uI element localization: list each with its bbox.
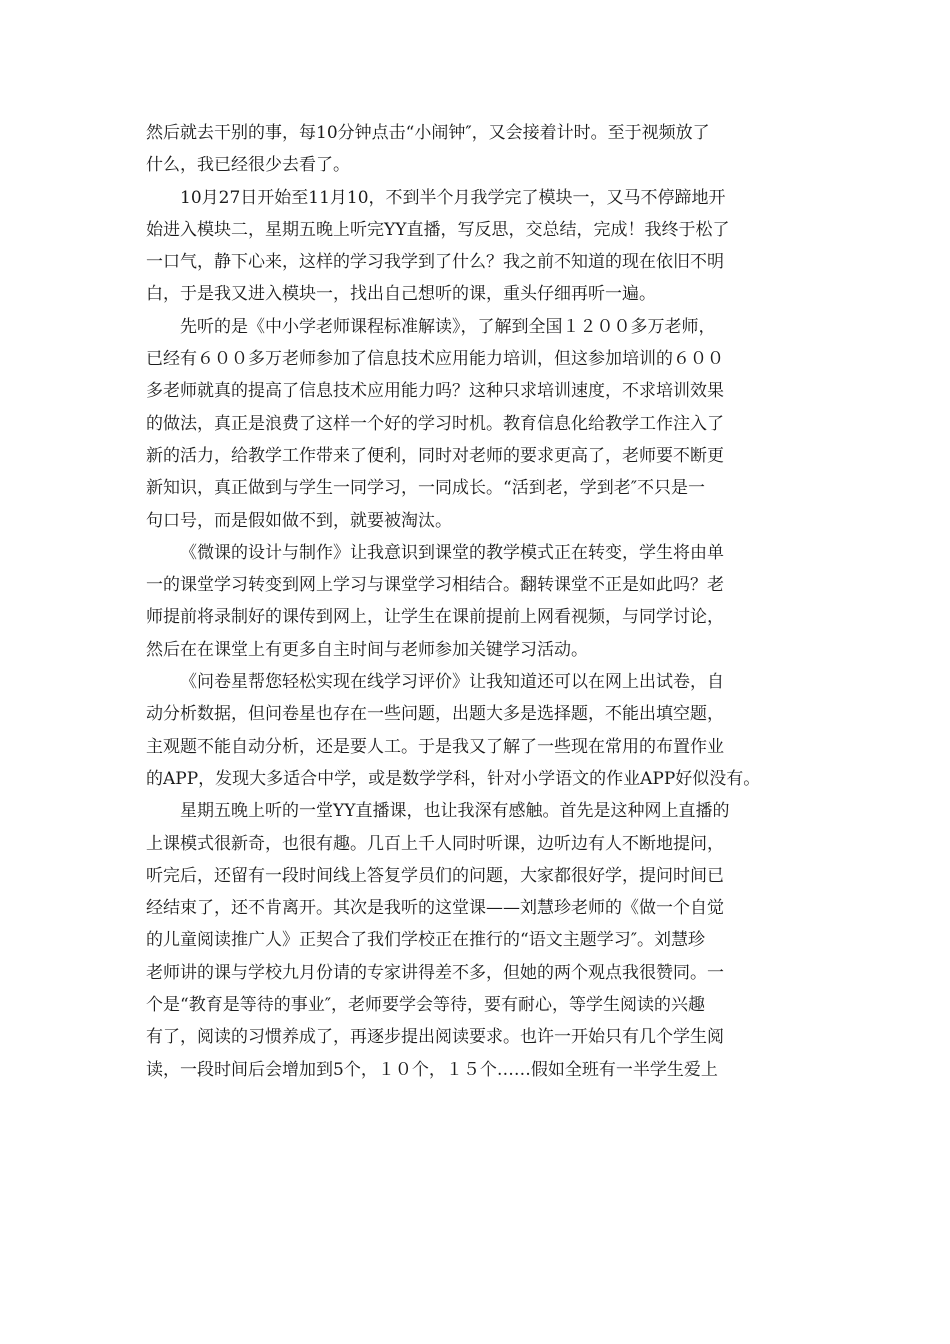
text-line: 始进入模块二，星期五晚上听完YY直播，写反思，交总结，完成！我终于松了 [146,219,730,240]
text-line: 师提前将录制好的课传到网上，让学生在课前提前上网看视频，与同学讨论， [146,607,724,628]
text-line: 已经有６００多万老师参加了信息技术应用能力培训，但这参加培训的６００ [146,349,724,370]
text-line: 老师讲的课与学校九月份请的专家讲得差不多，但她的两个观点我很赞同。一 [146,962,724,983]
text-line: 星期五晚上听的一堂YY直播课，也让我深有感触。首先是这种网上直播的 [180,801,730,822]
text-line: 的APP，发现大多适合中学，或是数学学科，针对小学语文的作业APP好似没有。 [146,768,761,789]
text-line: 新知识，真正做到与学生一同学习，一同成长。“活到老，学到老″不只是一 [146,478,706,499]
text-line: 的儿童阅读推广人》正契合了我们学校正在推行的“语文主题学习″。刘慧珍 [146,930,706,951]
text-line: 主观题不能自动分析，还是要人工。于是我又了解了一些现在常用的布置作业 [146,736,724,757]
document-body [146,117,826,1086]
text-line: 先听的是《中小学老师课程标准解读》，了解到全国１２００多万老师， [180,316,716,337]
text-line: 一的课堂学习转变到网上学习与课堂学习相结合。翻转课堂不正是如此吗？老 [146,575,724,596]
text-line: 10月27日开始至11月10，不到半个月我学完了模块一，又马不停蹄地开 [180,187,726,208]
text-line: 然后就去干别的事，每10分钟点击“小闹钟″，又会接着计时。至于视频放了 [146,123,710,143]
text-line: 《微课的设计与制作》让我意识到课堂的教学模式正在转变，学生将由单 [180,542,724,563]
text-line: 句口号，而是假如做不到，就要被淘汰。 [146,510,452,531]
text-line: 新的活力，给教学工作带来了便利，同时对老师的要求更高了，老师要不断更 [146,445,724,466]
text-line: 白，于是我又进入模块一，找出自己想听的课，重头仔细再听一遍。 [146,284,656,305]
text-line: 个是“教育是等待的事业″，老师要学会等待，要有耐心，等学生阅读的兴趣 [146,995,706,1016]
text-line: 的做法，真正是浪费了这样一个好的学习时机。教育信息化给教学工作注入了 [146,413,724,434]
text-line: 上课模式很新奇，也很有趣。几百上千人同时听课，边听边有人不断地提问， [146,833,724,854]
text-line: 什么，我已经很少去看了。 [146,155,350,176]
text-line: 《问卷星帮您轻松实现在线学习评价》让我知道还可以在网上出试卷，自 [180,672,724,693]
text-line: 动分析数据，但问卷星也存在一些问题，出题大多是选择题，不能出填空题， [146,704,724,725]
text-line: 然后在在课堂上有更多自主时间与老师参加关键学习活动。 [146,639,588,660]
text-line: 经结束了，还不肯离开。其次是我听的这堂课——刘慧珍老师的《做一个自觉 [146,898,724,919]
text-line: 一口气，静下心来，这样的学习我学到了什么？我之前不知道的现在依旧不明 [146,252,724,273]
text-line: 读，一段时间后会增加到5个，１０个，１５个……假如全班有一半学生爱上 [146,1059,718,1080]
text-line: 听完后，还留有一段时间线上答复学员们的问题，大家都很好学，提问时间已 [146,865,724,886]
text-line: 多老师就真的提高了信息技术应用能力吗？这种只求培训速度，不求培训效果 [146,381,724,402]
text-line: 有了，阅读的习惯养成了，再逐步提出阅读要求。也许一开始只有几个学生阅 [146,1027,724,1048]
